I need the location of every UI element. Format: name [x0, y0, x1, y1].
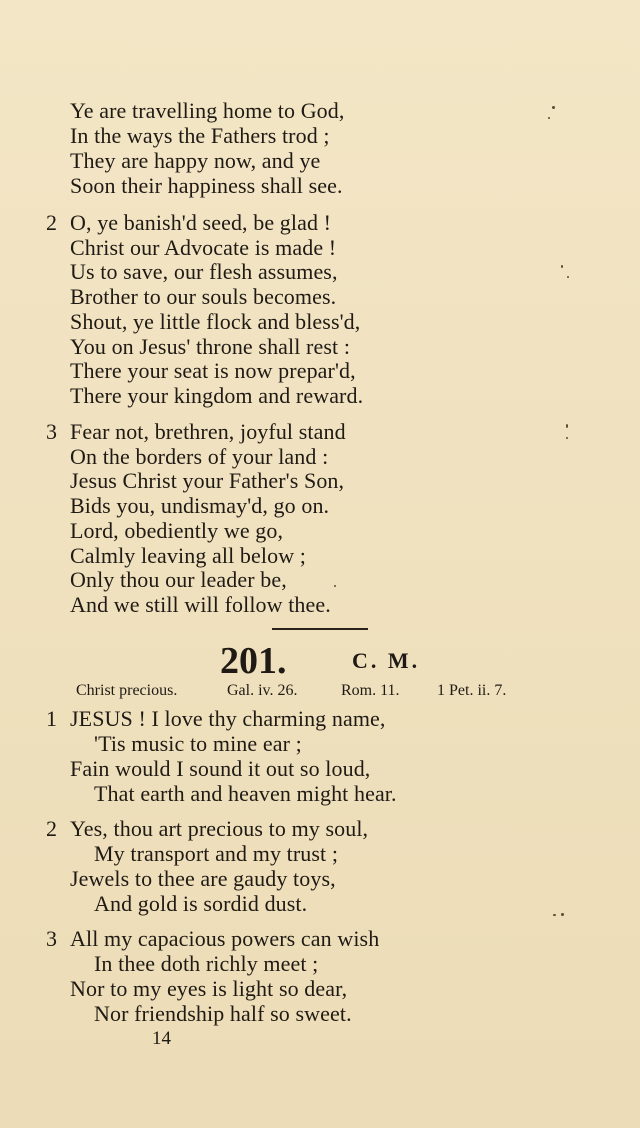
section-divider [272, 628, 368, 630]
verse-line: Bids you, undismay'd, go on. [70, 493, 330, 518]
hymn-subject: Christ precious. [76, 682, 178, 699]
stanza-number: 3 [46, 419, 57, 444]
verse-line: Christ our Advocate is made ! [70, 235, 337, 260]
verse-line: Calmly leaving all below ; [70, 543, 306, 568]
verse-line: O, ye banish'd seed, be glad ! [70, 210, 332, 235]
verse-line: Soon their happiness shall see. [70, 173, 343, 198]
stanza-number: 2 [46, 210, 57, 235]
verse-line: And we still will follow thee. [70, 592, 331, 617]
verse-line: Brother to our souls becomes. [70, 284, 337, 309]
verse-line: You on Jesus' throne shall rest : [70, 334, 351, 359]
verse-line: And gold is sordid dust. [94, 891, 308, 916]
scripture-reference: Gal. iv. 26. [227, 682, 298, 699]
verse-line: Jewels to thee are gaudy toys, [70, 866, 336, 891]
stanza-number: 2 [46, 816, 57, 841]
stanza-number: 1 [46, 706, 57, 731]
verse-line: 'Tis music to mine ear ; [94, 731, 302, 756]
verse-line: My transport and my trust ; [94, 841, 339, 866]
paper-speck [552, 106, 555, 109]
paper-speck [553, 914, 556, 916]
paper-speck [566, 437, 568, 439]
verse-line: There your seat is now prepar'd, [70, 358, 356, 383]
scripture-reference: Rom. 11. [341, 682, 400, 699]
stanza-number: 3 [46, 926, 57, 951]
hymn-meter: C. M. [352, 648, 421, 673]
verse-line: Fain would I sound it out so loud, [70, 756, 371, 781]
verse-line: Shout, ye little flock and bless'd, [70, 309, 361, 334]
verse-line: Jesus Christ your Father's Son, [70, 468, 345, 493]
verse-line: In the ways the Fathers trod ; [70, 123, 330, 148]
paper-speck [561, 265, 563, 268]
paper-speck [567, 276, 569, 278]
verse-line: Ye are travelling home to God, [70, 98, 345, 123]
verse-line: Us to save, our flesh assumes, [70, 259, 338, 284]
verse-line: Only thou our leader be, [70, 567, 287, 592]
hymn-number: 201. [220, 640, 287, 682]
paper-speck [334, 585, 336, 587]
verse-line: That earth and heaven might hear. [94, 781, 397, 806]
verse-line: There your kingdom and reward. [70, 383, 364, 408]
verse-line: All my capacious powers can wish [70, 926, 380, 951]
paper-speck [566, 424, 568, 428]
verse-line: In thee doth richly meet ; [94, 951, 319, 976]
verse-line: Nor friendship half so sweet. [94, 1001, 352, 1026]
verse-line: Fear not, brethren, joyful stand [70, 419, 346, 444]
scripture-reference: 1 Pet. ii. 7. [437, 682, 507, 699]
paper-speck [548, 117, 550, 119]
verse-line: Nor to my eyes is light so dear, [70, 976, 348, 1001]
verse-line: On the borders of your land : [70, 444, 329, 469]
verse-line: JESUS ! I love thy charming name, [70, 706, 386, 731]
verse-line: They are happy now, and ye [70, 148, 321, 173]
paper-speck [561, 913, 564, 916]
verse-line: Yes, thou art precious to my soul, [70, 816, 369, 841]
page-number: 14 [152, 1028, 171, 1049]
verse-line: Lord, obediently we go, [70, 518, 284, 543]
